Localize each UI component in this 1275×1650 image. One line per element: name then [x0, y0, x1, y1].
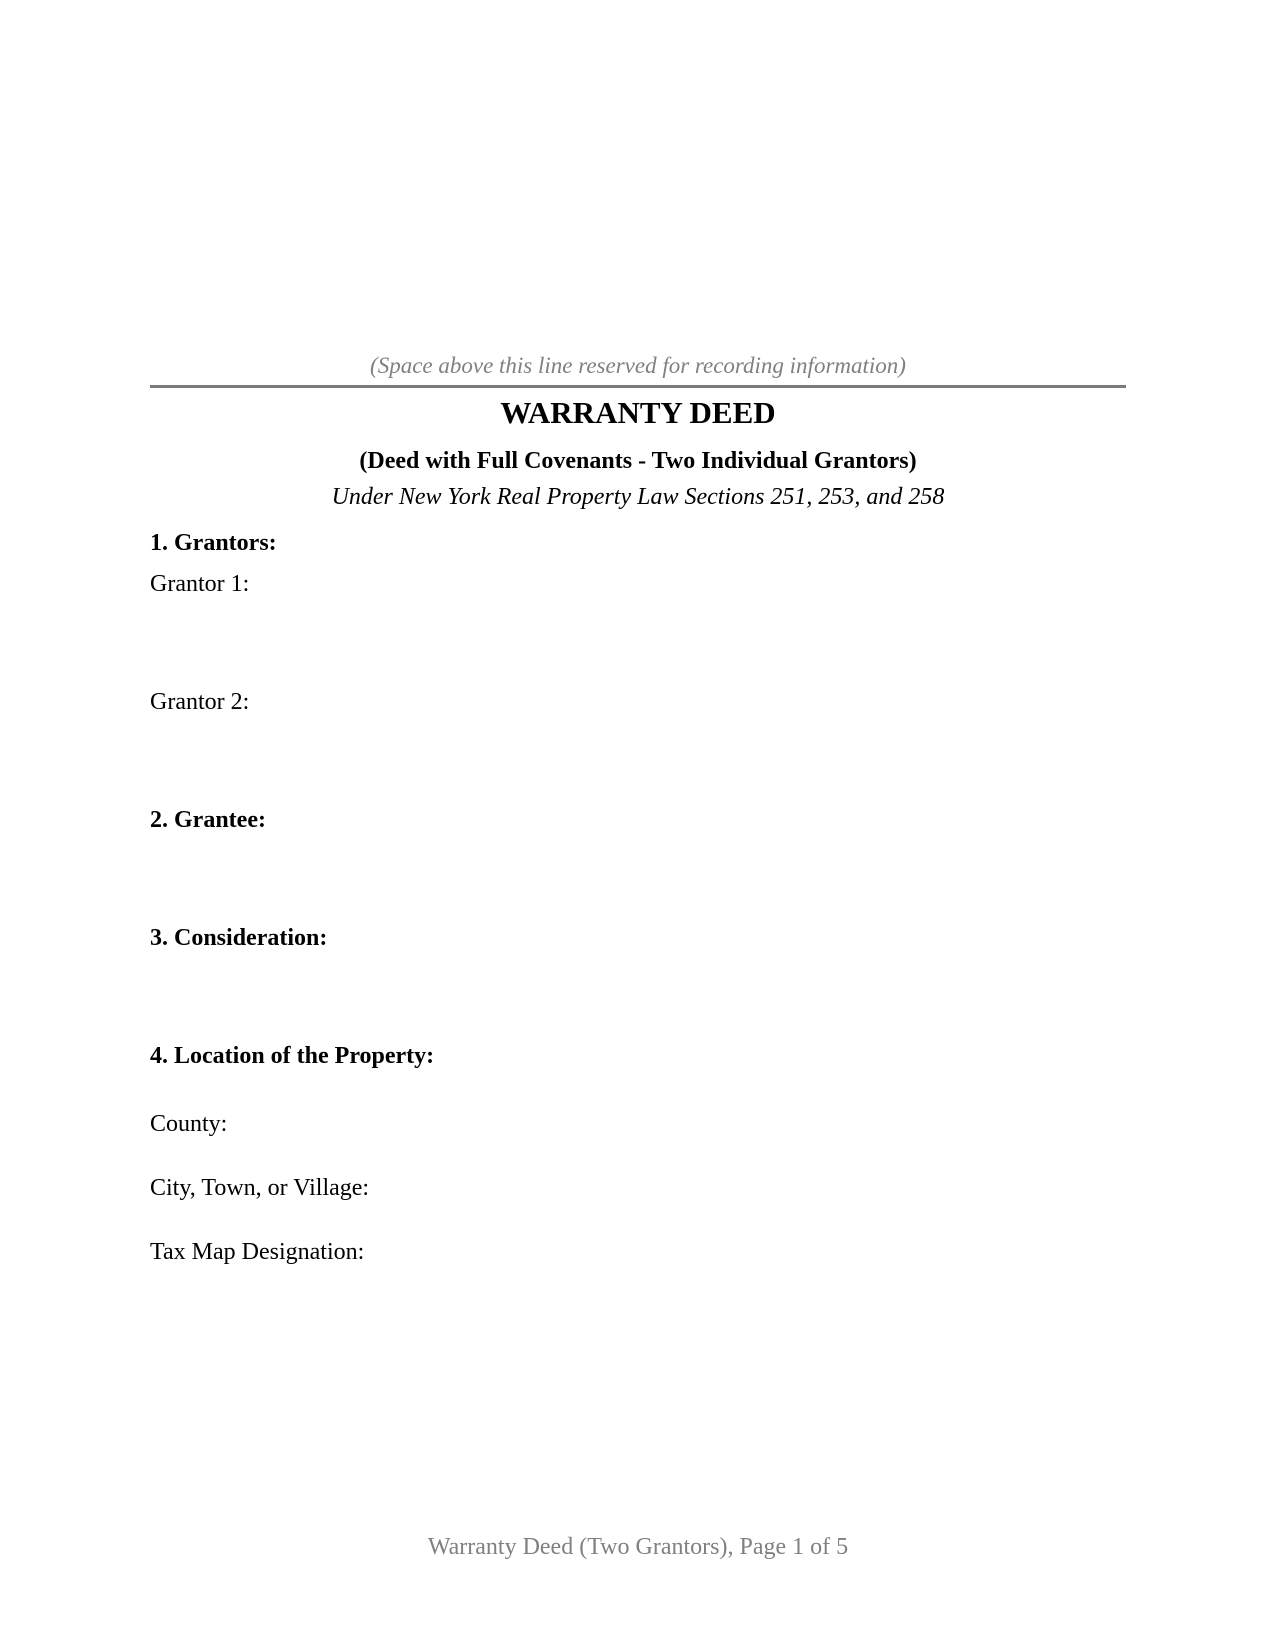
section-heading-consideration: 3. Consideration:: [150, 925, 328, 951]
city-town-village-label: City, Town, or Village:: [150, 1175, 370, 1201]
page-footer: Warranty Deed (Two Grantors), Page 1 of 5: [427, 1534, 849, 1560]
section-heading-grantee: 2. Grantee:: [150, 807, 266, 833]
grantor-1-label: Grantor 1:: [150, 571, 250, 597]
recording-space-note: (Space above this line reserved for recording information): [370, 353, 906, 378]
county-label: County:: [150, 1111, 228, 1137]
statute-reference: Under New York Real Property Law Sections 251, 253, and 258: [331, 484, 945, 510]
document-subtitle: (Deed with Full Covenants - Two Individual Grantors): [359, 448, 917, 474]
section-heading-grantors: 1. Grantors:: [150, 530, 277, 556]
tax-map-designation-label: Tax Map Designation:: [150, 1239, 365, 1265]
section-heading-location: 4. Location of the Property:: [150, 1043, 435, 1069]
document-title: WARRANTY DEED: [500, 395, 776, 430]
grantor-2-label: Grantor 2:: [150, 689, 250, 715]
recording-divider-line: [150, 385, 1126, 388]
